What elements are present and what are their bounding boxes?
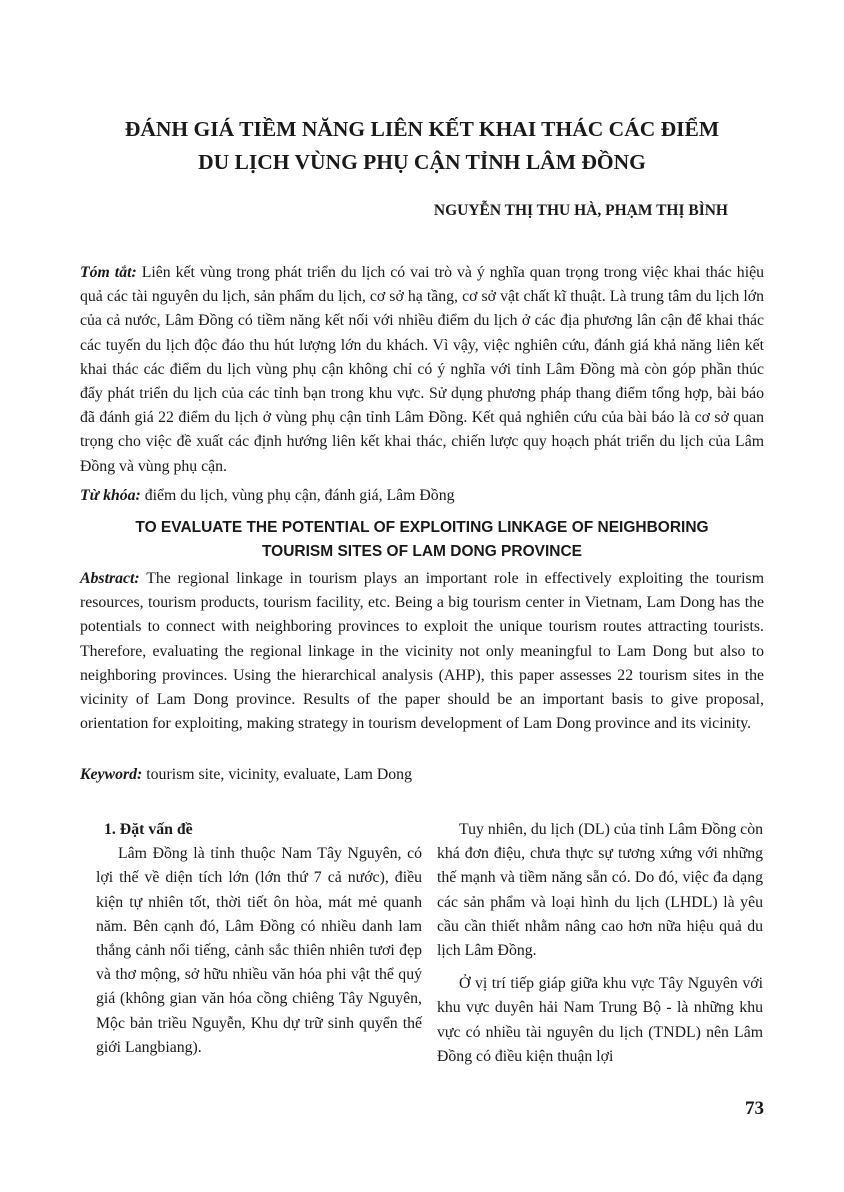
keywords-label: Keyword:: [80, 766, 143, 783]
body-paragraph: Ở vị trí tiếp giáp giữa khu vực Tây Nguyên với khu vực duyên hải Nam Trung Bộ - là những khu vực có nhiều tài nguyên du lịch (TNDL) nên Lâm Đồng có điều kiện thuận lợi: [437, 975, 763, 1065]
vietnamese-keywords: [80, 484, 764, 508]
abstract-label: Abstract:: [80, 570, 140, 587]
english-title: [80, 516, 764, 564]
english-title-line-2: TOURISM SITES OF LAM DONG PROVINCE: [261, 543, 583, 560]
keywords-text: tourism site, vicinity, evaluate, Lam Dong: [142, 766, 412, 783]
body-column-right: [437, 818, 763, 1069]
section-heading: 1. Đặt vấn đề: [104, 821, 193, 838]
body-paragraph: Tuy nhiên, du lịch (DL) của tỉnh Lâm Đồng còn khá đơn điệu, chưa thực sự tương xứng với những thế mạnh và tiềm năng sẵn có. Do đó, việc đa dạng các sản phẩm và loại hình du lịch (LHDL) là yêu cầu cần thiết nhằm nâng cao hơn nữa hiệu quả du lịch Lâm Đồng.: [437, 821, 763, 960]
title-line-2: DU LỊCH VÙNG PHỤ CẬN TỈNH LÂM ĐỒNG: [198, 150, 646, 174]
english-title-line-1: TO EVALUATE THE POTENTIAL OF EXPLOITING LINKAGE OF NEIGHBORING: [135, 519, 709, 536]
abstract-text: The regional linkage in tourism plays an important role in effectively exploiting the tourism resources, tourism products, tourism facility, etc. Being a big tourism center in Vietnam, Lam Dong has the potentials to connect with neighboring provinces to exploit the unique tourism routes attracting tourists. Therefore, evaluating the regional linkage in the vicinity not only meaningful to Lam Dong but also to neighboring provinces. Using the hierarchical analysis (AHP), this paper assesses 22 tourism sites in the vicinity of Lam Dong province. Results of the paper should be an important basis to give proposal, orientation for exploiting, making strategy in tourism development of Lam Dong province and its vicinity.: [80, 570, 764, 733]
title-line-1: ĐÁNH GIÁ TIỀM NĂNG LIÊN KẾT KHAI THÁC CÁC ĐIỂM: [124, 117, 720, 141]
keywords-text: điểm du lịch, vùng phụ cận, đánh giá, Lâm Đồng: [140, 487, 455, 504]
vietnamese-abstract: [80, 261, 764, 479]
paper-title: [80, 113, 764, 179]
body-column-left: [96, 818, 422, 1060]
english-keywords: [80, 763, 764, 787]
page-number: 73: [745, 1098, 764, 1119]
english-abstract: [80, 567, 764, 736]
keywords-label: Từ khóa:: [80, 487, 141, 504]
body-paragraph: Lâm Đồng là tỉnh thuộc Nam Tây Nguyên, có lợi thế về diện tích lớn (lớn thứ 7 cả nước), điều kiện tự nhiên tốt, thời tiết ôn hòa, mát mẻ quanh năm. Bên cạnh đó, Lâm Đồng có nhiều danh lam thắng cảnh nổi tiếng, cảnh sắc thiên nhiên tươi đẹp và thơ mộng, sở hữu nhiều văn hóa phi vật thể quý giá (không gian văn hóa cồng chiêng Tây Nguyên, Mộc bản triều Nguyễn, Khu dự trữ sinh quyển thế giới Langbiang).: [96, 845, 422, 1056]
abstract-text: Liên kết vùng trong phát triển du lịch có vai trò và ý nghĩa quan trọng trong việc khai thác hiệu quả các tài nguyên du lịch, sản phẩm du lịch, cơ sở hạ tầng, cơ sở vật chất kĩ thuật. Là trung tâm du lịch lớn của cả nước, Lâm Đồng có tiềm năng kết nối với nhiều điểm du lịch ở các địa phương lân cận để khai thác các tuyến du lịch độc đáo thu hút lượng lớn du khách. Vì vậy, việc nghiên cứu, đánh giá khả năng liên kết khai thác các điểm du lịch vùng phụ cận không chỉ có ý nghĩa với tỉnh Lâm Đồng mà còn góp phần thúc đẩy phát triển du lịch của các tỉnh bạn trong khu vực. Sử dụng phương pháp thang điểm tổng hợp, bài báo đã đánh giá 22 điểm du lịch ở vùng phụ cận tỉnh Lâm Đồng. Kết quả nghiên cứu của bài báo là cơ sở quan trọng cho việc đề xuất các định hướng liên kết khai thác, chiến lược quy hoạch phát triển du lịch của Lâm Đồng và vùng phụ cận.: [80, 264, 764, 475]
author-list: NGUYỄN THỊ THU HÀ, PHẠM THỊ BÌNH: [433, 202, 728, 219]
abstract-label: Tóm tắt:: [80, 264, 137, 281]
